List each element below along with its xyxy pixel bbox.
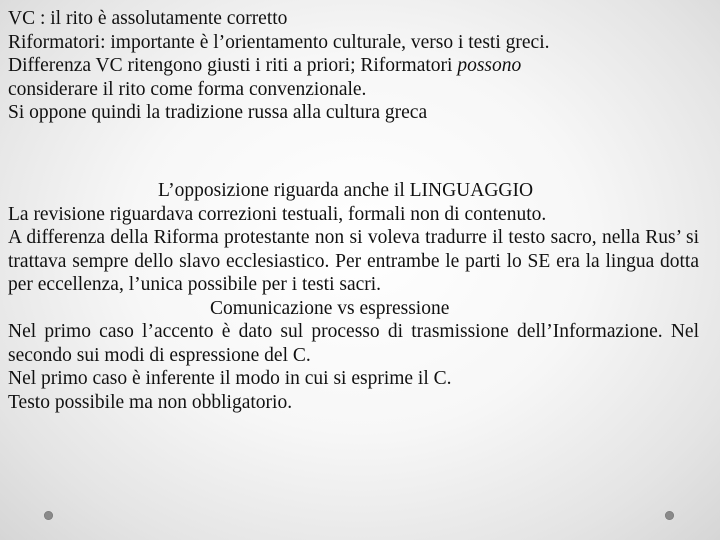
text-block-linguaggio — [8, 179, 699, 414]
paragraph-primo-caso-accento: Nel primo caso l’accento è dato sul processo di trasmissione dell’Informazione. Nel secondo sui modi di espressione del C. — [8, 321, 699, 366]
text-possono-italic: possono — [457, 55, 522, 76]
text-line-testo-possibile: Testo possibile ma non obbligatorio. — [8, 391, 293, 413]
text-line-inferente: Nel primo caso è inferente il modo in cui si esprime il C. — [8, 368, 452, 389]
text-line-revisione: La revisione riguardava correzioni testuali, formali non di contenuto. — [8, 203, 547, 225]
decorative-dot-right — [665, 511, 674, 520]
text-block-vc-riformatori — [8, 7, 699, 125]
text-line-si-oppone: Si oppone quindi la tradizione russa alla cultura greca — [8, 102, 428, 123]
text-line-vc: VC : il rito è assolutamente corretto — [8, 8, 288, 29]
text-line-considerare: considerare il rito come forma convenzionale. — [8, 78, 367, 100]
paragraph-riforma-protestante: A differenza della Riforma protestante non si voleva tradurre il testo sacro, nella Rus’ si trattava sempre dello slavo ecclesiastico. Per entrambe le parti lo SE era la lingua dotta per eccellenza, l’unica possibile per i testi sacri. — [8, 227, 699, 295]
text-line-riformatori: Riformatori: importante è l’orientamento culturale, verso i testi greci. — [8, 31, 550, 53]
text-line-differenza — [8, 54, 699, 78]
text-differenza-start: Differenza VC ritengono giusti i riti a priori; Riformatori — [8, 55, 458, 76]
heading-linguaggio: L’opposizione riguarda anche il LINGUAGGIO — [158, 180, 534, 201]
decorative-dot-left — [44, 511, 53, 520]
heading-comunicazione: Comunicazione vs espressione — [210, 297, 450, 319]
